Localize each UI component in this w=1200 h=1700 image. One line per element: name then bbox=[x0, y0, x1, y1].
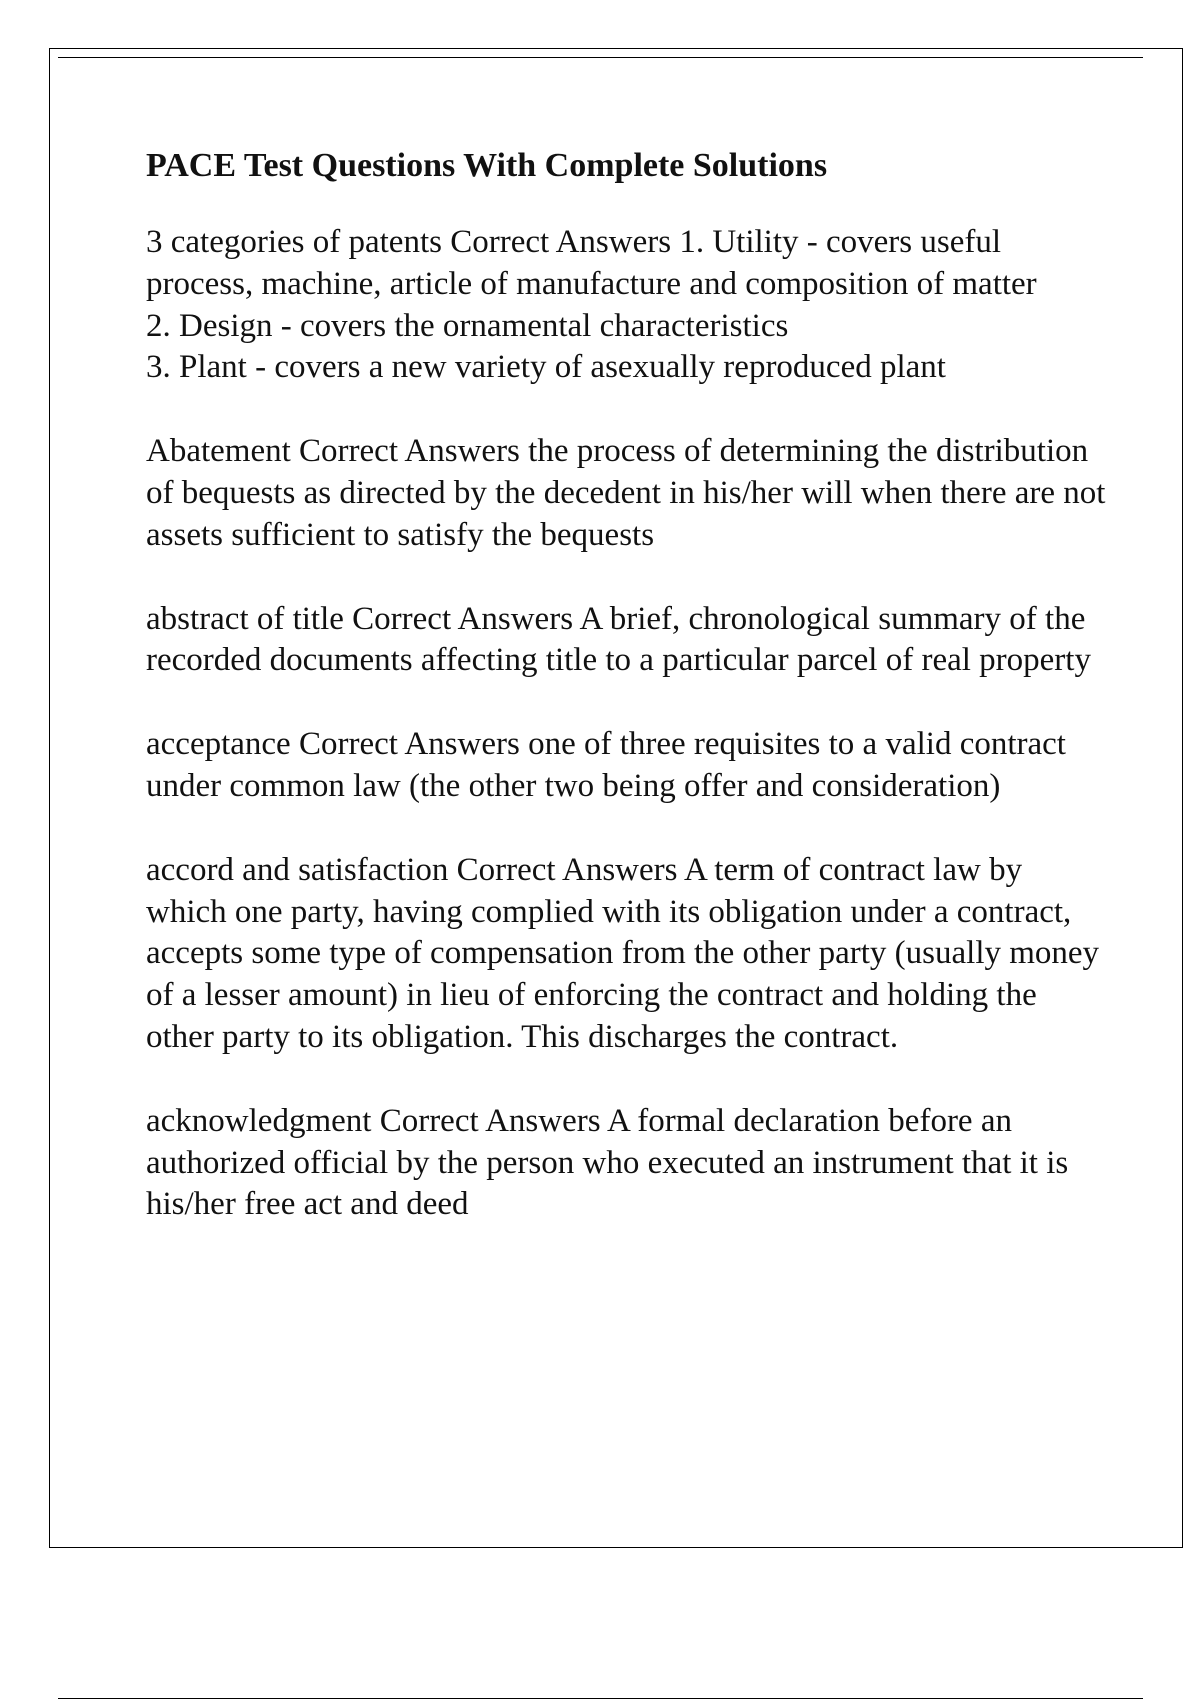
entry-patent-categories bbox=[146, 222, 1106, 389]
entry-abatement bbox=[146, 431, 1114, 556]
entry-answer-marker: Correct Answers bbox=[379, 1102, 601, 1139]
entry-term: Abatement bbox=[146, 433, 291, 470]
entry-acceptance bbox=[146, 724, 1106, 808]
entry-definition: A brief, chronological summary of the recorded documents affecting title to a particular parcel of real property bbox=[146, 600, 1094, 679]
entry-term: acceptance bbox=[146, 726, 291, 763]
entry-term: 3 categories of patents bbox=[146, 224, 442, 260]
entry-answer-marker: Correct Answers bbox=[352, 600, 574, 637]
entry-definition: one of three requisites to a valid contract under common law (the other two being offer and consideration) bbox=[146, 726, 1075, 804]
entry-accord-and-satisfaction bbox=[146, 850, 1106, 1059]
entry-definition: A term of contract law by which one party, having complied with its obligation under a contract, accepts some type of compensation from the other party (usually money of a lesser amount) in lieu of enforcing the contract and holding the other party to its obligation. This discharges the contract. bbox=[146, 851, 1108, 1055]
entry-answer-marker: Correct Answers bbox=[298, 726, 520, 763]
entry-definition-line: 3. Plant - covers a new variety of asexually reproduced plant bbox=[146, 349, 946, 386]
entry-definition-line: 2. Design - covers the ornamental characteristics bbox=[146, 307, 789, 344]
entry-acknowledgment bbox=[146, 1101, 1106, 1226]
document-body bbox=[146, 140, 1114, 1268]
document-title: PACE Test Questions With Complete Solutions bbox=[146, 147, 828, 184]
entry-answer-marker: Correct Answers bbox=[456, 851, 678, 888]
entry-term: accord and satisfaction bbox=[146, 851, 449, 888]
entry-abstract-of-title bbox=[146, 599, 1106, 683]
entry-definition-line: 1. Utility - covers useful process, machine, article of manufacture and composition of matter bbox=[146, 224, 1037, 302]
entry-answer-marker: Correct Answers bbox=[450, 224, 672, 260]
entry-definition: A formal declaration before an authorized official by the person who executed an instrument that it is his/her free act and deed bbox=[146, 1102, 1077, 1223]
entry-answer-marker: Correct Answers bbox=[299, 433, 520, 470]
header-rule bbox=[58, 57, 1143, 58]
entry-term: abstract of title bbox=[146, 600, 344, 637]
entry-term: acknowledgment bbox=[146, 1102, 372, 1139]
entry-definition: the process of determining the distribution of bequests as directed by the decedent in his/her will when there are not assets sufficient to satisfy the bequests bbox=[146, 433, 1114, 553]
footer-rule bbox=[58, 1698, 1143, 1699]
